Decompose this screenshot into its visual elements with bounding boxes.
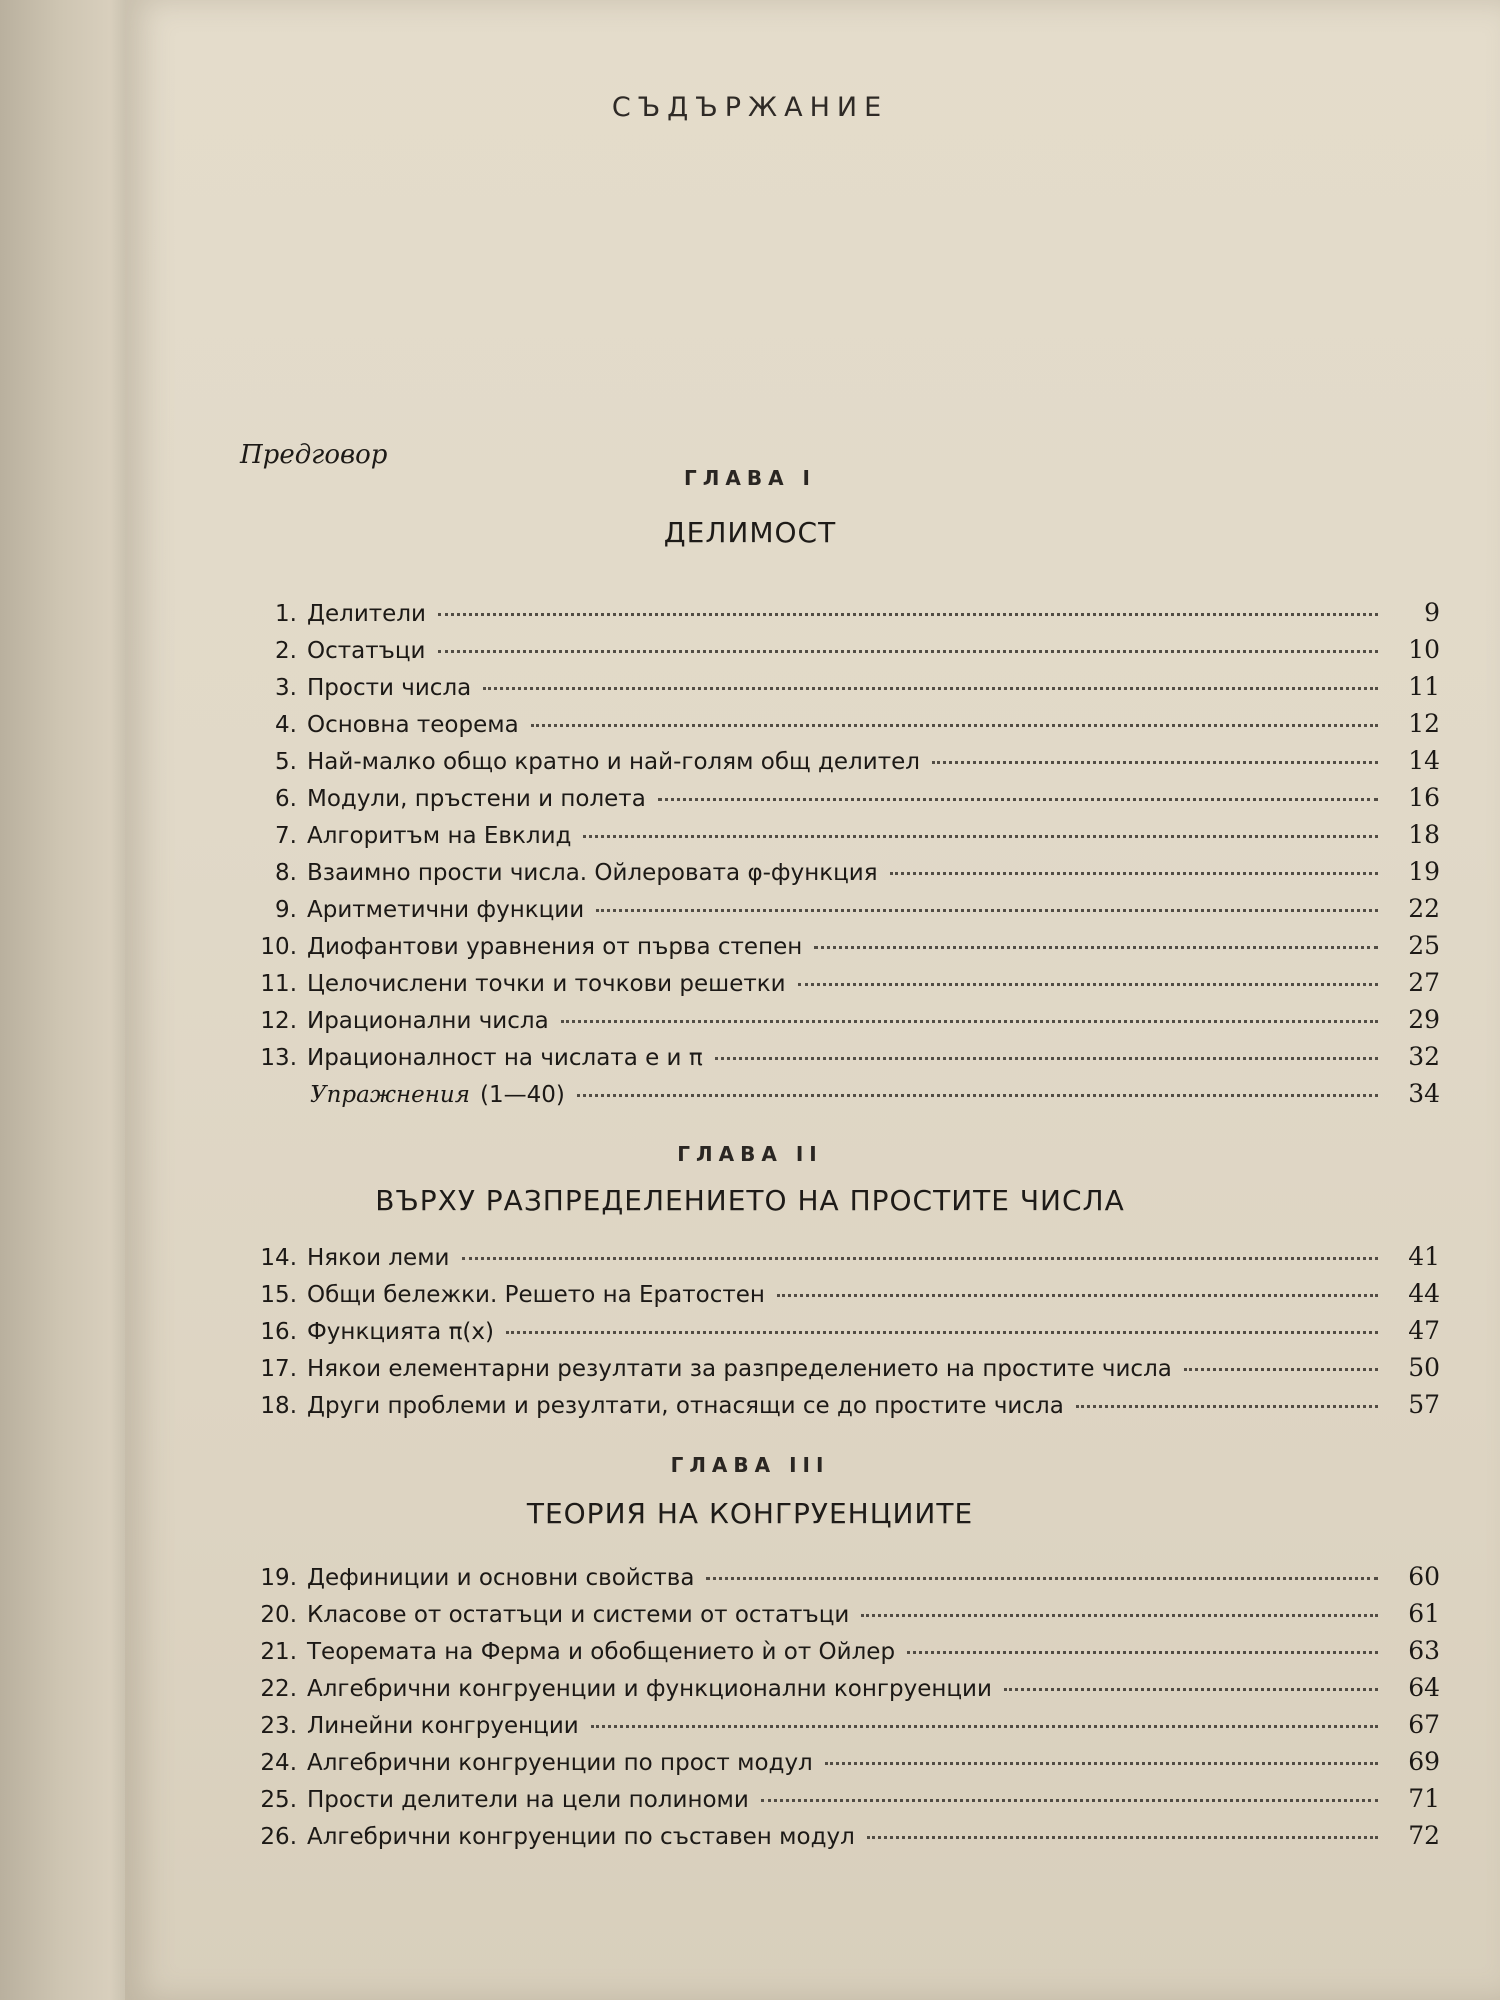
toc-entry-title: Взаимно прости числа. Ойлеровата φ-функция (307, 860, 878, 886)
toc-entry-page: 57 (1408, 1390, 1440, 1419)
toc-entry (255, 746, 1440, 782)
toc-entry-page: 27 (1408, 968, 1440, 997)
toc-entry-title: Делители (307, 601, 426, 627)
toc-entry-page: 22 (1408, 894, 1440, 923)
toc-leader-dots (932, 761, 1378, 764)
toc-entry (255, 1353, 1440, 1389)
toc-entry (255, 1673, 1440, 1709)
toc-entry-number: 18. (260, 1393, 297, 1419)
toc-leader-dots (596, 909, 1378, 912)
toc-entry-title: Основна теорема (307, 712, 519, 738)
chapter-1-label: ГЛАВА I (684, 466, 816, 490)
toc-leader-dots (658, 798, 1378, 801)
toc-leader-dots (715, 1057, 1378, 1060)
toc-leader-dots (1184, 1368, 1378, 1371)
toc-entry-number: 23. (260, 1713, 297, 1739)
toc-leader-dots (706, 1577, 1378, 1580)
toc-entry-page: 9 (1424, 598, 1440, 627)
toc-leader-dots (483, 687, 1378, 690)
toc-leader-dots (1076, 1405, 1378, 1408)
toc-entry-title: Теоремата на Ферма и обобщението ѝ от Ойлер (307, 1639, 896, 1665)
toc-entry (255, 968, 1440, 1004)
toc-entry-page: 32 (1408, 1042, 1440, 1071)
toc-entry-title: Целочислени точки и точкови решетки (307, 971, 786, 997)
toc-entry (255, 783, 1440, 819)
toc-entry-page: 25 (1408, 931, 1440, 960)
toc-entry-number: 5. (275, 749, 297, 775)
toc-leader-dots (1004, 1688, 1378, 1691)
toc-entry-number: 10. (260, 934, 297, 960)
toc-entry-number: 14. (260, 1245, 297, 1271)
toc-entry (255, 857, 1440, 893)
toc-entry-page: 50 (1408, 1353, 1440, 1382)
toc-entry-title: Алгебрични конгруенции по прост модул (307, 1750, 813, 1776)
preface-entry: Предговор (240, 440, 388, 470)
toc-entry-number: 8. (275, 860, 297, 886)
toc-entry (255, 672, 1440, 708)
toc-entry-number: 20. (260, 1602, 297, 1628)
toc-entry-page: 63 (1408, 1636, 1440, 1665)
toc-entry (255, 820, 1440, 856)
toc-entry-number: 3. (275, 675, 297, 701)
toc-entry (255, 1005, 1440, 1041)
toc-entry-number: 21. (260, 1639, 297, 1665)
toc-leader-dots (591, 1725, 1378, 1728)
toc-entry-number: 22. (260, 1676, 297, 1702)
toc-leader-dots (798, 983, 1378, 986)
toc-entry-page: 41 (1408, 1242, 1440, 1271)
chapter-2-title: ВЪРХУ РАЗПРЕДЕЛЕНИЕТО НА ПРОСТИТЕ ЧИСЛА (375, 1184, 1125, 1217)
toc-entry-page: 11 (1408, 672, 1440, 701)
toc-entry-title: Някои леми (307, 1245, 450, 1271)
chapter-3-title: ТЕОРИЯ НА КОНГРУЕНЦИИТЕ (526, 1497, 974, 1530)
toc-entry-title: Общи бележки. Решето на Ератостен (307, 1282, 765, 1308)
toc-leader-dots (462, 1257, 1378, 1260)
toc-entry (255, 1599, 1440, 1635)
toc-entry-number: 4. (275, 712, 297, 738)
toc-leader-dots (506, 1331, 1378, 1334)
toc-entry (255, 931, 1440, 967)
toc-leader-dots (825, 1762, 1378, 1765)
toc-leader-dots (438, 613, 1378, 616)
toc-entry-number: 1. (275, 601, 297, 627)
toc-leader-dots (777, 1294, 1378, 1297)
toc-exercises-entry (310, 1079, 1440, 1115)
toc-entry-number: 19. (260, 1565, 297, 1591)
toc-entry-page: 60 (1408, 1562, 1440, 1591)
toc-entry-number: 24. (260, 1750, 297, 1776)
toc-entry (255, 1784, 1440, 1820)
toc-entry (255, 1636, 1440, 1672)
toc-entry-number: 13. (260, 1045, 297, 1071)
toc-leader-dots (867, 1836, 1378, 1839)
toc-entry-number: 26. (260, 1824, 297, 1850)
toc-entry (255, 598, 1440, 634)
toc-entry-title: Линейни конгруенции (307, 1713, 579, 1739)
toc-leader-dots (583, 835, 1378, 838)
toc-entry (255, 1710, 1440, 1746)
toc-entry-title: Ирационални числа (307, 1008, 549, 1034)
chapter-1-title: ДЕЛИМОСТ (663, 516, 837, 549)
toc-entry-title: Ирационалност на числата e и π (307, 1045, 703, 1071)
toc-entry-page: 64 (1408, 1673, 1440, 1702)
toc-entry-title: Диофантови уравнения от първа степен (307, 934, 803, 960)
toc-entry-page: 10 (1408, 635, 1440, 664)
toc-entry (255, 1242, 1440, 1278)
toc-entry (255, 1042, 1440, 1078)
toc-entry-page: 72 (1408, 1821, 1440, 1850)
toc-entry-page: 69 (1408, 1747, 1440, 1776)
toc-entry (255, 894, 1440, 930)
toc-leader-dots (907, 1651, 1378, 1654)
toc-entry-title: Прости числа (307, 675, 472, 701)
toc-entry-title: Прости делители на цели полиноми (307, 1787, 749, 1813)
toc-entry-title: Алгоритъм на Евклид (307, 823, 572, 849)
toc-leader-dots (561, 1020, 1378, 1023)
toc-entry-number: 7. (275, 823, 297, 849)
toc-entry (255, 709, 1440, 745)
toc-entry-title: Алгебрични конгруенции по съставен модул (307, 1824, 855, 1850)
toc-entry-title: Аритметични функции (307, 897, 585, 923)
toc-entry (255, 1562, 1440, 1598)
toc-entry (255, 635, 1440, 671)
chapter-3-label: ГЛАВА III (670, 1453, 830, 1477)
toc-entry-number: 9. (275, 897, 297, 923)
toc-leader-dots (890, 872, 1378, 875)
toc-entry-title: Някои елементарни резултати за разпределението на простите числа (307, 1356, 1172, 1382)
toc-entry-page: 19 (1408, 857, 1440, 886)
toc-entry-title: Алгебрични конгруенции и функционални конгруенции (307, 1676, 992, 1702)
toc-leader-dots (438, 650, 1379, 653)
toc-entry (255, 1821, 1440, 1857)
toc-leader-dots (761, 1799, 1378, 1802)
toc-entry-page: 34 (1408, 1079, 1440, 1108)
toc-entry-number: 12. (260, 1008, 297, 1034)
toc-entry-page: 12 (1408, 709, 1440, 738)
toc-entry-page: 71 (1408, 1784, 1440, 1813)
contents-title: СЪДЪРЖАНИЕ (611, 92, 889, 123)
toc-entry-page: 29 (1408, 1005, 1440, 1034)
toc-entry-title: Функцията π(x) (307, 1319, 494, 1345)
toc-entry-number: 11. (260, 971, 297, 997)
toc-entry-page: 61 (1408, 1599, 1440, 1628)
toc-entry-page: 14 (1408, 746, 1440, 775)
toc-entry-number: 2. (275, 638, 297, 664)
toc-leader-dots (577, 1094, 1378, 1097)
toc-entry-page: 18 (1408, 820, 1440, 849)
toc-leader-dots (814, 946, 1378, 949)
toc-entry-page: 16 (1408, 783, 1440, 812)
toc-entry-number: 15. (260, 1282, 297, 1308)
toc-entry-title: Остатъци (307, 638, 426, 664)
toc-leader-dots (861, 1614, 1378, 1617)
toc-leader-dots (531, 724, 1378, 727)
toc-exercises-range: (1—40) (479, 1082, 565, 1108)
toc-entry-title: Класове от остатъци и системи от остатъци (307, 1602, 850, 1628)
toc-entry-title: Модули, пръстени и полета (307, 786, 646, 812)
toc-entry-number: 25. (260, 1787, 297, 1813)
toc-entry-number: 6. (275, 786, 297, 812)
chapter-2-label: ГЛАВА II (677, 1142, 823, 1166)
toc-entry (255, 1279, 1440, 1315)
toc-entry (255, 1316, 1440, 1352)
toc-entry-title: Други проблеми и резултати, отнасящи се до простите числа (307, 1393, 1064, 1419)
toc-entry (255, 1390, 1440, 1426)
toc-entry (255, 1747, 1440, 1783)
toc-entry-number: 17. (260, 1356, 297, 1382)
toc-entry-page: 47 (1408, 1316, 1440, 1345)
toc-entry-title: Най-малко общо кратно и най-голям общ делител (307, 749, 920, 775)
toc-entry-number: 16. (260, 1319, 297, 1345)
toc-entry-title: Дефиниции и основни свойства (307, 1565, 695, 1591)
toc-entry-page: 67 (1408, 1710, 1440, 1739)
toc-exercises-title: Упражнения (310, 1082, 470, 1108)
toc-entry-page: 44 (1408, 1279, 1440, 1308)
